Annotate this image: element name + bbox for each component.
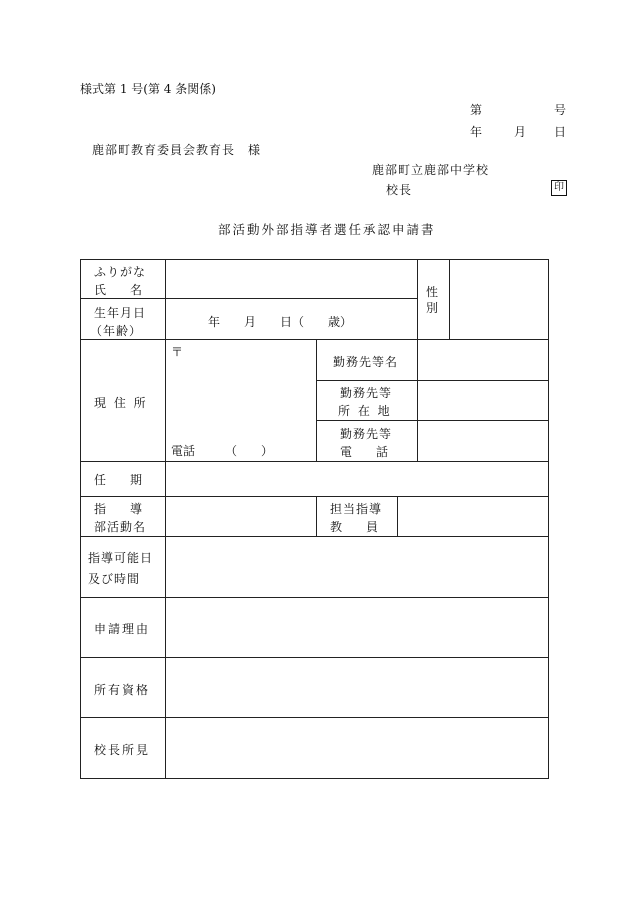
furigana-label: ふりがな: [94, 265, 147, 279]
col-divider: [417, 259, 418, 339]
doc-number-suffix: 号: [554, 103, 567, 117]
doc-number-prefix: 第: [470, 103, 483, 117]
age-label: （年齢）: [90, 324, 143, 338]
seal-mark: 印: [551, 180, 567, 196]
dob-value: 年 月 日（ 歳）: [208, 315, 353, 329]
availability-field[interactable]: [166, 537, 548, 597]
sex-label: 性: [426, 285, 439, 299]
col-divider: [316, 496, 317, 536]
address-label: 現 住 所: [94, 396, 148, 410]
postal-mark: 〒: [171, 345, 184, 359]
teacher-field[interactable]: [398, 497, 548, 536]
club-label: 指 導: [94, 502, 143, 516]
reason-label: 申請理由: [94, 622, 151, 636]
form-number: 様式第 1 号(第 4 条関係): [80, 82, 216, 96]
workplace-phone-field[interactable]: [418, 421, 548, 461]
workplace-phone-label: 勤務先等: [340, 427, 393, 441]
reason-field[interactable]: [166, 598, 548, 657]
sender-principal: 校長: [386, 183, 413, 197]
principal-opinion-label: 校長所見: [94, 743, 151, 757]
date-year: 年: [470, 125, 483, 139]
dob-label: 生年月日: [94, 306, 147, 320]
workplace-name-field[interactable]: [418, 340, 548, 380]
name-label: 氏 名: [94, 283, 143, 297]
qualifications-field[interactable]: [166, 658, 548, 717]
addressee: 鹿部町教育委員会教育長 様: [92, 143, 262, 157]
col-divider: [316, 339, 317, 461]
teacher-label: 担当指導: [330, 502, 383, 516]
workplace-address-label: 勤務先等: [340, 386, 393, 400]
table-border-right: [548, 259, 549, 778]
workplace-address-label: 所 在 地: [338, 404, 392, 418]
sender-school: 鹿部町立鹿部中学校: [372, 163, 490, 177]
teacher-label: 教 員: [330, 520, 379, 534]
phone-label: 電話 （ ）: [171, 444, 274, 458]
sex-label: 別: [426, 301, 439, 315]
qualifications-label: 所有資格: [94, 683, 151, 697]
page-title: 部活動外部指導者選任承認申請書: [218, 222, 436, 237]
date-month: 月: [514, 125, 527, 139]
availability-label: 指導可能日: [88, 551, 154, 565]
sex-field[interactable]: [450, 260, 548, 339]
workplace-name-label: 勤務先等名: [333, 355, 399, 369]
principal-opinion-field[interactable]: [166, 718, 548, 778]
name-field[interactable]: [166, 260, 417, 339]
term-field[interactable]: [166, 462, 548, 496]
workplace-phone-label: 電 話: [340, 445, 389, 459]
table-border-left: [80, 259, 81, 778]
availability-label: 及び時間: [88, 572, 141, 586]
date-day: 日: [554, 125, 567, 139]
club-label: 部活動名: [94, 520, 147, 534]
club-field[interactable]: [166, 497, 316, 536]
table-border-bottom: [80, 778, 549, 779]
workplace-address-field[interactable]: [418, 381, 548, 420]
term-label: 任 期: [94, 473, 143, 487]
